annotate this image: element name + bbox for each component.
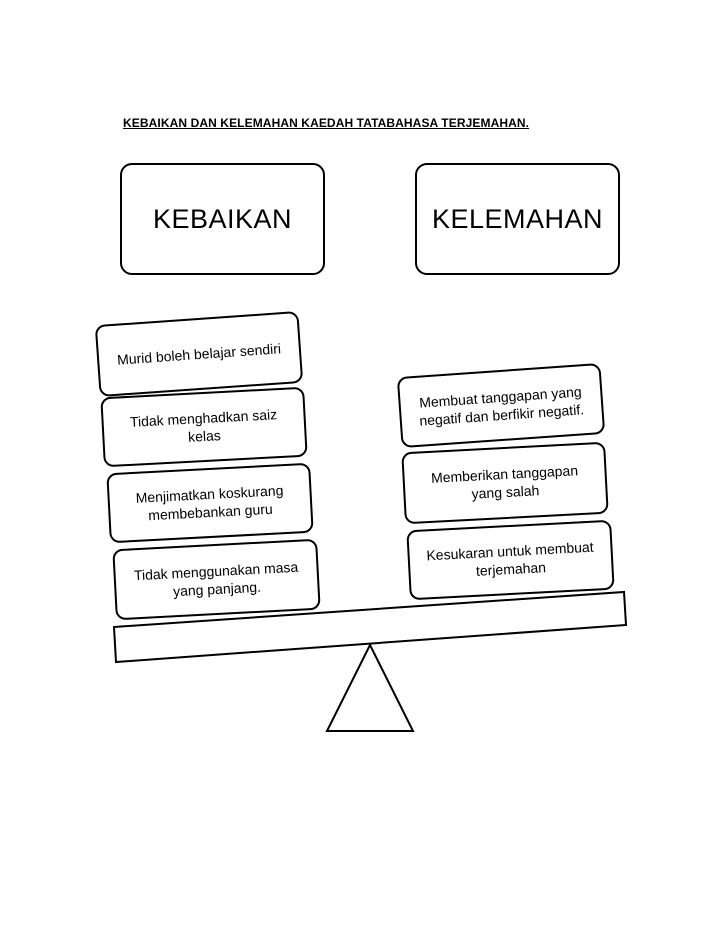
kebaikan-item-2: Tidak menghadkan saiz kelas [100,387,307,468]
page-title: KEBAIKAN DAN KELEMAHAN KAEDAH TATABAHASA TERJEMAHAN. [123,116,530,130]
header-kebaikan: KEBAIKAN [120,163,325,275]
kebaikan-item-4: Tidak menggunakan masa yang panjang. [112,539,320,621]
kelemahan-item-3: Kesukaran untuk membuat terjemahan [406,520,614,601]
kelemahan-item-2: Memberikan tanggapan yang salah [401,442,608,525]
header-kelemahan: KELEMAHAN [415,163,620,275]
kebaikan-item-3: Menjimatkan koskurang membebankan guru [106,463,313,544]
kebaikan-item-1: Murid boleh belajar sendiri [95,311,304,397]
kelemahan-item-1: Membuat tanggapan yang negatif dan berfikir negatif. [397,363,605,448]
seesaw-fulcrum [327,645,413,731]
